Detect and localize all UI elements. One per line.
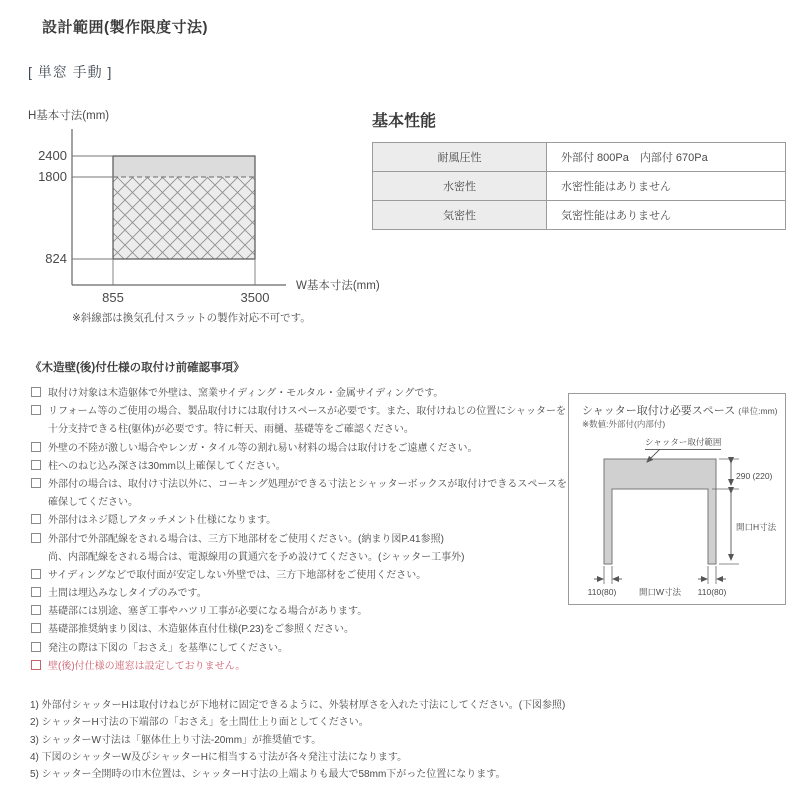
checkbox-icon <box>31 623 41 633</box>
checklist-item <box>30 457 570 475</box>
chart-band-gray <box>113 156 255 177</box>
checklist-item-text: リフォーム等のご使用の場合、製品取付けには取付けスペースが必要です。また、取付けねじの位置にシャッターを <box>48 406 566 418</box>
perf-row-label: 耐風圧性 <box>373 143 547 172</box>
chart-x-axis-title: W基本寸法(mm) <box>296 280 380 292</box>
checklist-heading: 《木造壁(後)付仕様の取付け前確認事項》 <box>30 362 245 374</box>
checklist-item <box>30 384 570 402</box>
page-title: 設計範囲(製作限度寸法) <box>42 19 208 36</box>
perf-row-value: 外部付 800Pa 内部付 670Pa <box>547 143 786 172</box>
diagram-unit: (単位:mm) <box>738 406 778 416</box>
table-row <box>373 201 786 230</box>
chart-band-crosshatch <box>113 177 255 259</box>
checklist-item <box>30 566 570 584</box>
perf-row-label: 水密性 <box>373 172 547 201</box>
checklist-item <box>30 402 570 420</box>
checkbox-icon <box>31 478 41 488</box>
table-row <box>373 143 786 172</box>
chart-y-axis-title: H基本寸法(mm) <box>28 110 110 122</box>
dim-left-label: 110(80) <box>587 587 617 597</box>
checkbox-icon <box>31 605 41 615</box>
checkbox-icon <box>31 569 41 579</box>
chart-note: ※斜線部は換気孔付スラットの製作対応不可です。 <box>72 312 311 324</box>
diagram-title: シャッター取付け必要スペース (単位:mm) <box>582 405 778 417</box>
checklist-item-continuation <box>30 548 570 566</box>
checklist-item-text: 外部付で外部配線をされる場合は、三方下地部材をご使用ください。(納まり図P.41参照) <box>48 533 444 545</box>
table-row <box>373 172 786 201</box>
design-range-chart <box>20 125 400 313</box>
checkbox-icon <box>31 514 41 524</box>
checklist-item <box>30 475 570 493</box>
checklist-item-text: 壁(後)付仕様の連窓は設定しておりません。 <box>48 660 246 672</box>
checkbox-icon <box>31 442 41 452</box>
checklist-item <box>30 657 570 675</box>
performance-table <box>372 142 786 230</box>
dim-w-label: 開口W寸法 <box>638 587 682 597</box>
y-tick-824: 824 <box>45 251 67 266</box>
note-line: 2) シャッターH寸法の下端部の「おさえ」を土間仕上り面としてください。 <box>30 717 369 729</box>
checklist-item <box>30 639 570 657</box>
checklist-item-text: 土間は埋込みなしタイプのみです。 <box>48 588 207 600</box>
checklist-item <box>30 439 570 457</box>
note-line: 3) シャッターW寸法は「躯体仕上り寸法-20mm」が推奨値です。 <box>30 734 322 746</box>
perf-row-value: 水密性能はありません <box>547 172 786 201</box>
checklist-item-continuation <box>30 493 570 511</box>
dim-right-label: 110(80) <box>697 587 727 597</box>
checklist-item-text: サイディングなどで取付面が安定しない外壁では、三方下地部材をご使用ください。 <box>48 569 427 581</box>
checklist-item-text: 確保してください。 <box>48 497 138 509</box>
checklist-item-text: 十分支持できる柱(躯体)が必要です。特に軒天、雨樋、基礎等をご確認ください。 <box>48 424 414 436</box>
y-tick-1800: 1800 <box>38 169 67 184</box>
checklist-item <box>30 584 570 602</box>
diagram-drawing <box>569 449 785 601</box>
checkbox-icon <box>31 642 41 652</box>
checklist-item <box>30 530 570 548</box>
note-line: 5) シャッター全開時の巾木位置は、シャッターH寸法の上端よりも最大で58mm下がった位置になります。 <box>30 769 506 781</box>
checklist-item-text: 発注の際は下図の「おさえ」を基準にしてください。 <box>48 642 288 654</box>
checklist-item-text: 取付け対象は木造躯体で外壁は、窯業サイディング・モルタル・金属サイディングです。 <box>48 388 444 399</box>
perf-row-value: 気密性能はありません <box>547 201 786 230</box>
mounting-area-shape <box>604 459 716 564</box>
checklist-item-continuation <box>30 420 570 438</box>
dim-h-label: 開口H寸法 <box>736 522 777 532</box>
note-line: 4) 下図のシャッターW及びシャッターHに相当する寸法が各々発注寸法になります。 <box>30 751 408 763</box>
note-line: 1) 外部付シャッターHは取付けねじが下地材に固定できるように、外装材厚さを入れた寸法にしてください。(下図参照) <box>30 700 566 711</box>
checklist-item-text: 基礎部には別途、塞ぎ工事やハツリ工事が必要になる場合があります。 <box>48 606 368 618</box>
page-subtitle: [ 単窓 手動 ] <box>28 64 113 80</box>
x-tick-855: 855 <box>102 290 124 305</box>
performance-heading: 基本性能 <box>372 113 437 130</box>
checklist-item-text: 基礎部推奨納まり図は、木造躯体直付仕様(P.23)をご参照ください。 <box>48 624 354 636</box>
checkbox-icon <box>31 460 41 470</box>
checkbox-icon <box>31 533 41 543</box>
diagram-range-label: シャッター取付範囲 <box>645 436 721 450</box>
checkbox-icon <box>31 405 41 415</box>
checklist-item-text: 尚、内部配線をされる場合は、電源線用の貫通穴を予め設けてください。(シャッター工事外) <box>48 551 465 563</box>
y-tick-2400: 2400 <box>38 148 67 163</box>
diagram-note: ※数値:外部付(内部付) <box>582 419 666 429</box>
checklist-item-text: 柱へのねじ込み深さは30mm以上確保してください。 <box>48 460 286 472</box>
checkbox-icon <box>31 387 41 397</box>
checklist-item <box>30 620 570 638</box>
checklist-item-text: 外部付の場合は、取付け寸法以外に、コーキング処理ができる寸法とシャッターボックスが取付けできるスペースを <box>48 478 567 490</box>
notes-list <box>30 697 575 783</box>
install-space-diagram <box>568 393 786 605</box>
checklist <box>30 384 570 675</box>
checkbox-icon <box>31 587 41 597</box>
checklist-item-text: 外部付はネジ隠しアタッチメント仕様になります。 <box>48 515 277 527</box>
checkbox-icon <box>31 660 41 670</box>
checklist-item <box>30 511 570 529</box>
perf-row-label: 気密性 <box>373 201 547 230</box>
checklist-item-text: 外壁の不陸が激しい場合やレンガ・タイル等の割れ易い材料の場合は取付けをご遠慮ください。 <box>48 442 478 454</box>
checklist-item <box>30 602 570 620</box>
x-tick-3500: 3500 <box>240 290 270 305</box>
dim-top-label: 290 (220) <box>736 471 773 481</box>
